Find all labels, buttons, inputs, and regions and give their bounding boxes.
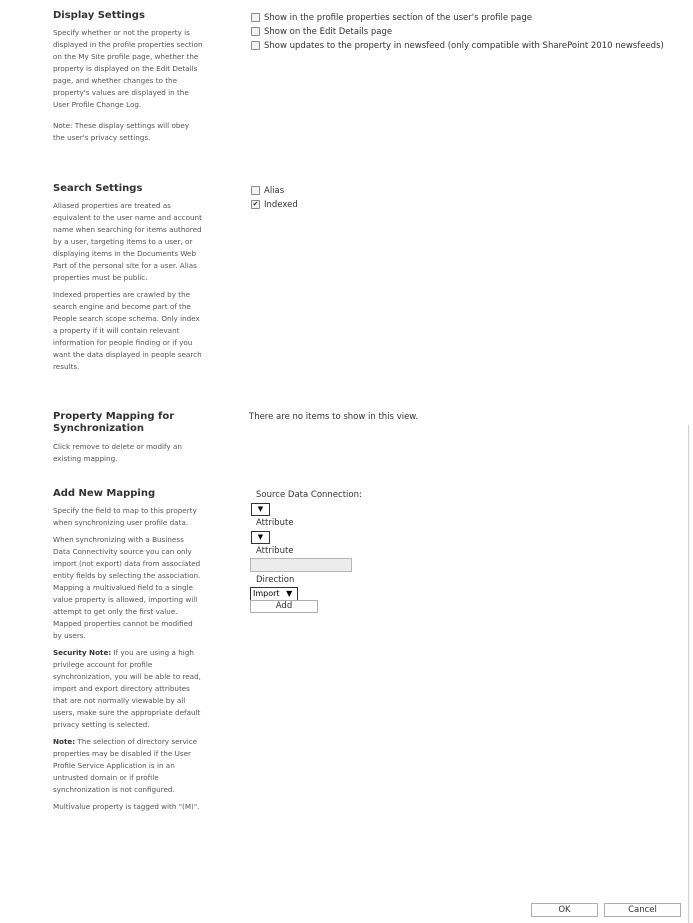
- cancel-button[interactable]: Cancel: [604, 903, 681, 917]
- attribute-select-label: Attribute: [256, 518, 294, 528]
- add-mapping-desc-field: Specify the field to map to this property when synchronizing user profile data.: [53, 506, 197, 527]
- alias-checkbox[interactable]: [251, 186, 260, 195]
- multivalue-note: Multivalue property is tagged with "(M)".: [53, 802, 200, 811]
- property-mapping-title: Property Mapping for Synchronization: [53, 411, 175, 434]
- show-on-edit-details-label: Show on the Edit Details page: [264, 26, 393, 37]
- show-in-profile-checkbox[interactable]: [251, 13, 260, 22]
- indexed-option[interactable]: [251, 198, 298, 211]
- attribute-input-label: Attribute: [256, 546, 294, 556]
- add-mapping-title: Add New Mapping: [53, 488, 156, 499]
- display-settings-description: [53, 27, 203, 149]
- display-settings-title: Display Settings: [53, 10, 145, 21]
- source-data-connection-label: Source Data Connection:: [256, 490, 362, 500]
- directory-note-text: The selection of directory service properties may be disabled if the User Profile Service Application is in an untrusted domain or if profile synchronization is not configured.: [53, 737, 198, 794]
- source-data-connection-select[interactable]: [251, 503, 270, 516]
- scrollbar-track: [688, 425, 689, 923]
- chevron-down-icon: ▼: [257, 505, 264, 513]
- direction-value: Import: [253, 589, 280, 598]
- indexed-label: Indexed: [264, 199, 298, 210]
- show-in-profile-label: Show in the profile properties section of the user's profile page: [264, 12, 533, 23]
- ok-button[interactable]: OK: [531, 903, 598, 917]
- attribute-select[interactable]: [251, 531, 270, 544]
- alias-option[interactable]: [251, 184, 284, 197]
- alias-label: Alias: [264, 185, 285, 196]
- show-in-profile-option[interactable]: [251, 11, 532, 24]
- property-mapping-desc-text: Click remove to delete or modify an existing mapping.: [53, 442, 182, 463]
- security-note-text: If you are using a high privilege account for profile synchronization, you will be able to read, import and export directory attributes that are not normally viewable by all users, make sure the appropriate default privacy setting is selected.: [53, 648, 201, 729]
- add-mapping-directory-note: [53, 736, 203, 796]
- security-note-label: Security Note:: [53, 648, 112, 657]
- add-mapping-button[interactable]: Add: [250, 600, 318, 613]
- direction-select[interactable]: [250, 587, 298, 601]
- show-updates-newsfeed-checkbox[interactable]: [251, 41, 260, 50]
- attribute-input[interactable]: [250, 558, 352, 572]
- show-on-edit-details-option[interactable]: [251, 25, 392, 38]
- property-mapping-description: [53, 441, 203, 470]
- indexed-checkbox[interactable]: ✔: [252, 200, 259, 208]
- search-settings-description: [53, 200, 203, 378]
- show-updates-newsfeed-label: Show updates to the property in newsfeed (only compatible with SharePoint 2010 newsfeeds): [264, 40, 664, 51]
- show-on-edit-details-checkbox[interactable]: [251, 27, 260, 36]
- direction-label: Direction: [256, 575, 295, 585]
- search-settings-desc-aliased: Aliased properties are treated as equivalent to the user name and account name when searching for items authored by a user, targeting items to a user, or displaying items in the Documents Web Part of the personal site for a user. Alias properties must be public.: [53, 201, 202, 282]
- search-settings-title: Search Settings: [53, 183, 143, 194]
- chevron-down-icon: ▼: [286, 589, 293, 598]
- chevron-down-icon: ▼: [257, 533, 264, 541]
- add-mapping-security-note: [53, 647, 203, 731]
- search-settings-desc-indexed: Indexed properties are crawled by the search engine and become part of the People search scope schema. Only index a property if it will contain relevant information for people finding or if you want the data displayed in people search results.: [53, 290, 202, 371]
- display-settings-note: Note: These display settings will obey the user's privacy settings.: [53, 121, 190, 142]
- display-settings-desc-text: Specify whether or not the property is displayed in the profile properties section on the My Site profile page, whether the property is displayed on the Edit Details page, and whether changes to the property's values are displayed in the User Profile Change Log.: [53, 28, 203, 109]
- directory-note-label: Note:: [53, 737, 76, 746]
- add-mapping-desc-bdc: When synchronizing with a Business Data Connectivity source you can only import (not export) data from associated entity fields by selecting the association. Mapping a multivalued field to a single value property is allowed, importing will attempt to get only the first value. Mapped properties cannot be modified by users.: [53, 535, 201, 640]
- add-mapping-description: [53, 505, 203, 818]
- no-items-message: There are no items to show in this view.: [249, 412, 419, 422]
- show-updates-newsfeed-option[interactable]: [251, 39, 664, 52]
